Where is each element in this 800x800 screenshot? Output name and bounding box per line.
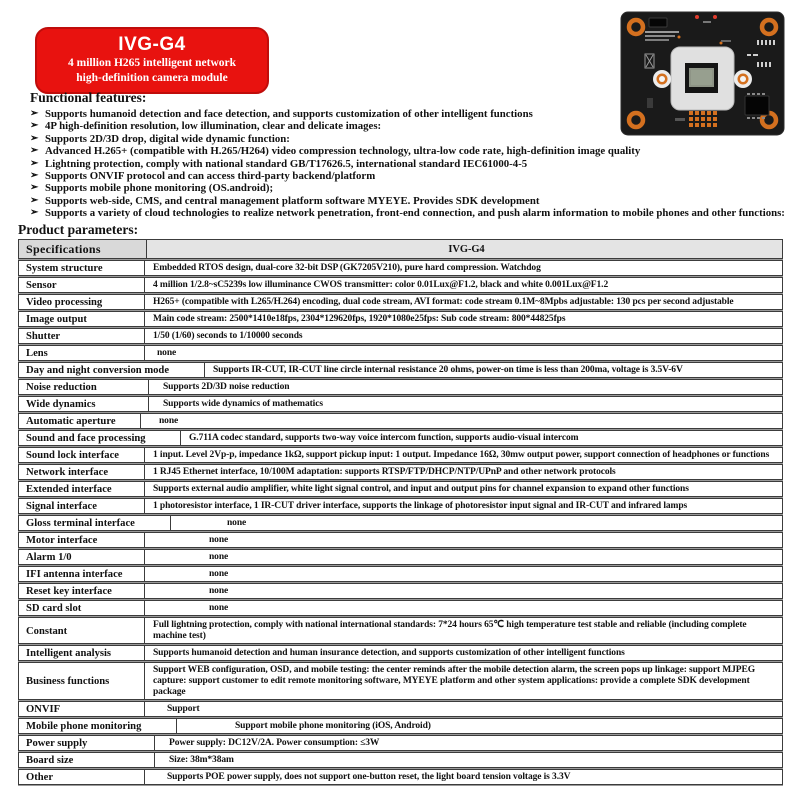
spec-label: Day and night conversion mode bbox=[19, 363, 205, 377]
spec-value: Support mobile phone monitoring (iOS, Android) bbox=[235, 721, 431, 731]
spec-value: 1 photoresistor interface, 1 IR-CUT driver interface, supports the linkage of photoresistor input signal and IR-CUT and infrared lamps bbox=[153, 501, 688, 511]
spec-value: Supports wide dynamics of mathematics bbox=[163, 399, 323, 409]
feature-item bbox=[30, 207, 786, 219]
arrow-bullet-icon: ➢ bbox=[30, 194, 39, 206]
table-row bbox=[18, 362, 783, 378]
spec-label: Noise reduction bbox=[19, 380, 149, 394]
spec-label: Other bbox=[19, 770, 145, 784]
feature-item-text: 4P high-definition resolution, low illumination, clear and delicate images: bbox=[45, 120, 382, 133]
spec-label: Intelligent analysis bbox=[19, 646, 145, 660]
spec-value: none bbox=[209, 552, 229, 562]
spec-label: Automatic aperture bbox=[19, 414, 141, 428]
feature-item bbox=[30, 170, 786, 182]
arrow-bullet-icon: ➢ bbox=[30, 145, 39, 157]
arrow-bullet-icon: ➢ bbox=[30, 182, 39, 194]
spec-value: Supports 2D/3D noise reduction bbox=[163, 382, 290, 392]
feature-item-text: Lightning protection, comply with national standard GB/T17626.5, international standard IEC61000-4-5 bbox=[45, 157, 528, 170]
spec-value: none bbox=[209, 603, 229, 613]
feature-item bbox=[30, 120, 786, 132]
feature-item-text: Supports 2D/3D drop, digital wide dynamic function: bbox=[45, 132, 290, 145]
arrow-bullet-icon: ➢ bbox=[30, 170, 39, 182]
feature-item bbox=[30, 182, 786, 194]
table-row bbox=[18, 583, 783, 599]
spec-label: ONVIF bbox=[19, 702, 145, 716]
product-badge bbox=[35, 27, 269, 94]
spec-value: 1 input. Level 2Vp-p, impedance 1kΩ, support pickup input: 1 output. Impedance 16Ω, 30mw output power, support connection of headphones or functions bbox=[153, 450, 770, 460]
table-row bbox=[18, 701, 783, 717]
spec-value: H265+ (compatible with L265/H.264) encoding, dual code stream, AVI format: code stream 0.1M~8Mpbs adjustable: 130 pcs per second adjustable bbox=[153, 297, 734, 307]
spec-label: Business functions bbox=[19, 663, 145, 699]
feature-item-text: Advanced H.265+ (compatible with H.265/H264) video compression technology, ultra-low code rate, high-definition image quality bbox=[45, 145, 641, 158]
table-row bbox=[18, 549, 783, 565]
arrow-bullet-icon: ➢ bbox=[30, 157, 39, 169]
spec-label: Wide dynamics bbox=[19, 397, 149, 411]
table-row bbox=[18, 464, 783, 480]
table-row bbox=[18, 498, 783, 514]
table-row bbox=[18, 481, 783, 497]
table-row bbox=[18, 328, 783, 344]
spec-label: Gloss terminal interface bbox=[19, 516, 171, 530]
spec-label: Power supply bbox=[19, 736, 155, 750]
feature-item bbox=[30, 158, 786, 170]
features-heading: Functional features: bbox=[30, 90, 147, 105]
spec-value: Supports POE power supply, does not support one-button reset, the light board tension voltage is 3.3V bbox=[167, 772, 571, 782]
spec-value: none bbox=[157, 348, 177, 358]
spec-label: Sensor bbox=[19, 278, 145, 292]
table-row bbox=[18, 447, 783, 463]
spec-value: none bbox=[209, 535, 229, 545]
feature-item bbox=[30, 108, 786, 120]
spec-value: Full lightning protection, comply with national international standards: 7*24 hours 65℃ high temperature test stable and reliable (including complete machine test) bbox=[153, 620, 747, 641]
spec-value: Supports IR-CUT, IR-CUT line circle internal resistance 20 ohms, power-on time is less than 200ma, voltage is 3.5V-6V bbox=[213, 365, 683, 375]
spec-value: none bbox=[159, 416, 179, 426]
table-row bbox=[18, 345, 783, 361]
feature-item-text: Supports a variety of cloud technologies to realize network penetration, front-end connection, and push alarm information to mobile phones and other functions: bbox=[45, 207, 785, 220]
spec-label: Image output bbox=[19, 312, 145, 326]
spec-label: Shutter bbox=[19, 329, 145, 343]
spec-label: System structure bbox=[19, 261, 145, 275]
features-list bbox=[30, 108, 786, 220]
spec-value: none bbox=[209, 569, 229, 579]
spec-label: Video processing bbox=[19, 295, 145, 309]
table-header-specifications: Specifications bbox=[19, 240, 147, 258]
spec-value: Supports humanoid detection and human insurance detection, and supports customization of other intelligent functions bbox=[153, 648, 625, 658]
table-row bbox=[18, 311, 783, 327]
feature-item bbox=[30, 195, 786, 207]
table-row bbox=[18, 617, 783, 644]
table-header-model: IVG-G4 bbox=[147, 240, 782, 258]
feature-item bbox=[30, 133, 786, 145]
table-row bbox=[18, 413, 783, 429]
feature-item-text: Supports humanoid detection and face detection, and supports customization of other intelligent functions bbox=[45, 108, 533, 120]
spec-value: none bbox=[209, 586, 229, 596]
feature-item bbox=[30, 145, 786, 157]
table-row bbox=[18, 515, 783, 531]
spec-label: Signal interface bbox=[19, 499, 145, 513]
spec-value: 1 RJ45 Ethernet interface, 10/100M adaptation: supports RTSP/FTP/DHCP/NTP/UPnP and other network protocols bbox=[153, 467, 616, 477]
spec-label: Extended interface bbox=[19, 482, 145, 496]
table-row bbox=[18, 396, 783, 412]
spec-label: Reset key interface bbox=[19, 584, 145, 598]
spec-value: none bbox=[227, 518, 247, 528]
table-row bbox=[18, 379, 783, 395]
spec-value: Embedded RTOS design, dual-core 32-bit DSP (GK7205V210), pure hard compression. Watchdog bbox=[153, 263, 541, 273]
spec-value: 1/50 (1/60) seconds to 1/10000 seconds bbox=[153, 331, 303, 341]
table-row bbox=[18, 566, 783, 582]
parameters-heading: Product parameters: bbox=[18, 222, 139, 237]
spec-label: Mobile phone monitoring bbox=[19, 719, 177, 733]
spec-value: 4 million 1/2.8~sC5239s low illuminance CWOS transmitter: color 0.01Lux@F1.2, black and white 0.001Lux@F1.2 bbox=[153, 280, 609, 290]
table-row bbox=[18, 260, 783, 276]
arrow-bullet-icon: ➢ bbox=[30, 132, 39, 144]
table-row bbox=[18, 752, 783, 768]
spec-label: Lens bbox=[19, 346, 145, 360]
parameters-table bbox=[18, 238, 783, 785]
table-row bbox=[18, 430, 783, 446]
spec-value: Size: 38m*38am bbox=[169, 755, 234, 765]
spec-value: Support WEB configuration, OSD, and mobile testing: the center reminds after the mobile detection alarm, the screen pops up linkage: support MJPEG capture: support customer to edit remote monitoring software, MYEYE platform and other system applications: provide a complete SDK development package bbox=[153, 665, 756, 697]
arrow-bullet-icon: ➢ bbox=[30, 120, 39, 132]
table-row bbox=[18, 718, 783, 734]
spec-value: Power supply: DC12V/2A. Power consumption: ≤3W bbox=[169, 738, 380, 748]
spec-label: Sound lock interface bbox=[19, 448, 145, 462]
arrow-bullet-icon: ➢ bbox=[30, 108, 39, 119]
arrow-bullet-icon: ➢ bbox=[30, 207, 39, 219]
spec-label: Alarm 1/0 bbox=[19, 550, 145, 564]
spec-value: Support bbox=[167, 704, 200, 714]
spec-label: Constant bbox=[19, 618, 145, 643]
spec-label: Network interface bbox=[19, 465, 145, 479]
functional-features-section bbox=[30, 90, 786, 220]
spec-label: Sound and face processing bbox=[19, 431, 181, 445]
table-row bbox=[18, 294, 783, 310]
table-row bbox=[18, 532, 783, 548]
table-header-row bbox=[18, 239, 783, 259]
product-subtitle-line2: high-definition camera module bbox=[76, 71, 228, 84]
spec-value: G.711A codec standard, supports two-way voice intercom function, supports audio-visual intercom bbox=[189, 433, 579, 443]
spec-label: IFI antenna interface bbox=[19, 567, 145, 581]
feature-item-text: Supports web-side, CMS, and central management platform software MYEYE. Provides SDK development bbox=[45, 194, 540, 207]
table-row bbox=[18, 769, 783, 785]
table-row bbox=[18, 600, 783, 616]
spec-value: Supports external audio amplifier, white light signal control, and input and output pins for channel expansion to expand other functions bbox=[153, 484, 689, 494]
table-row bbox=[18, 662, 783, 700]
table-row bbox=[18, 645, 783, 661]
table-row bbox=[18, 735, 783, 751]
spec-label: SD card slot bbox=[19, 601, 145, 615]
spec-label: Motor interface bbox=[19, 533, 145, 547]
feature-item-text: Supports ONVIF protocol and can access third-party backend/platform bbox=[45, 170, 376, 183]
product-subtitle-line1: 4 million H265 intelligent network bbox=[67, 57, 237, 69]
product-name: IVG-G4 bbox=[118, 34, 186, 55]
spec-value: Main code stream: 2500*1410e18fps, 2304*129620fps, 1920*1080e25fps: Sub code stream: 800*44825fps bbox=[153, 314, 566, 324]
spec-label: Board size bbox=[19, 753, 155, 767]
feature-item-text: Supports mobile phone monitoring (OS.android); bbox=[45, 182, 274, 195]
table-row bbox=[18, 277, 783, 293]
